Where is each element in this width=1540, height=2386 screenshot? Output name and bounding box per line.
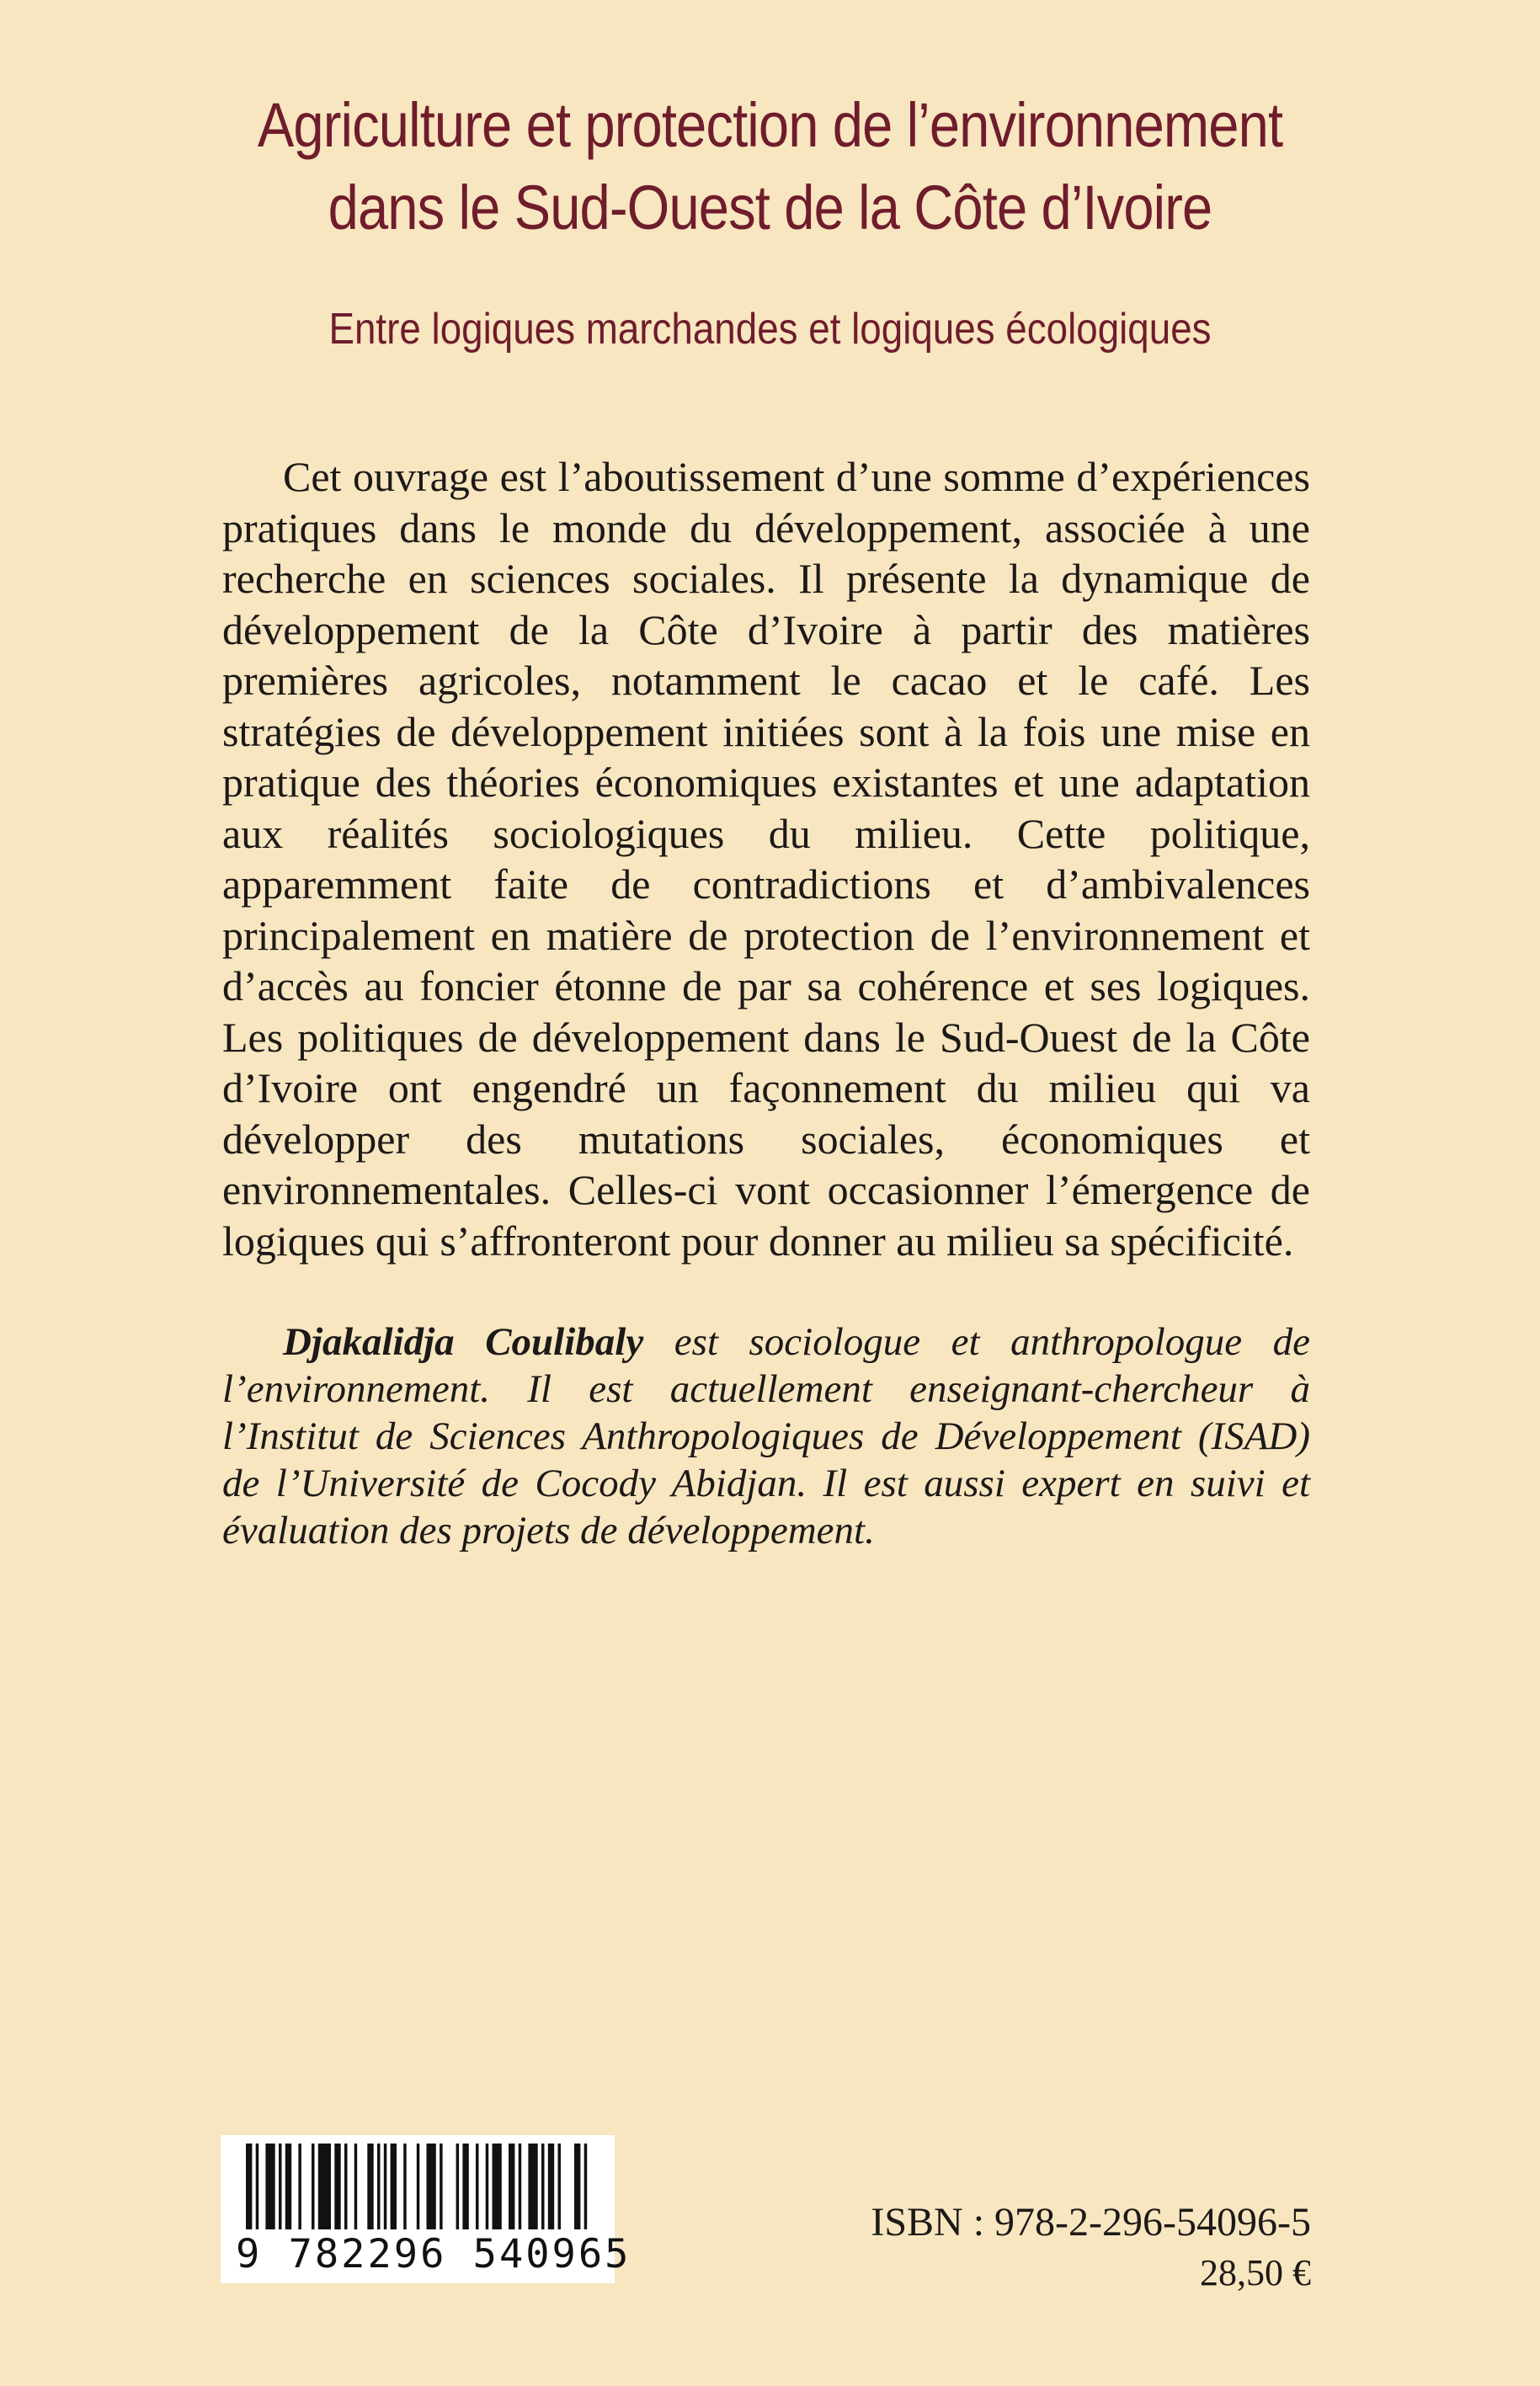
barcode-digits: 9 782296 540965 [236,2231,631,2277]
barcode-bar [427,2144,436,2229]
barcode-bar [377,2144,381,2229]
book-title-line-2: dans le Sud-Ouest de la Côte d’Ivoire [328,173,1212,242]
barcode-bar [519,2144,522,2229]
barcode-bar [456,2144,460,2229]
author-bio [222,1318,1310,1554]
barcode-bar [256,2144,259,2229]
book-title-line-1: Agriculture et protection de l’environnement [257,90,1283,160]
barcode [221,2135,631,2283]
barcode-bar [548,2144,554,2229]
barcode-bar [298,2144,301,2229]
price: 28,50 € [1200,2252,1311,2293]
summary-text: Cet ouvrage est l’aboutissement d’une somme d’expériences pratiques dans le monde du développement, associée à une recherche en sciences sociales. Il présente la dynamique de développement de la Côte d’Ivoire à partir des matières premières agricoles, notamment le cacao et le café. Les stratégies de développement initiées sont à la fois une mise en pratique des théories économiques existantes et une adaptation aux réalités sociologiques du milieu. Cette politique, apparemment faite de contradictions et d’ambivalences principalement en matière de protection de l’environnement et d’accès au foncier étonne de par sa cohérence et ses logiques. Les politiques de développement dans le Sud-Ouest de la Côte d’Ivoire ont engendré un façonnement du milieu qui va développer des mutations sociales, économiques et environnementales. Celles-ci vont occasionner l’émergence de logiques qui s’affronteront pour donner au milieu sa spécificité. [222,453,1310,1265]
barcode-bar [493,2144,502,2229]
barcode-bar [476,2144,479,2229]
barcode-bar [279,2144,282,2229]
author-bio-text: est sociologue et anthropologue de l’environnement. Il est actuellement enseignant-chercheur à l’Institut de Sciences Anthropologiques de Développement (ISAD) de l’Université de Cocody Abidjan. Il est aussi expert en suivi et évaluation des projets de développement. [222,1320,1311,1552]
barcode-bar [334,2144,340,2229]
barcode-bar [541,2144,545,2229]
barcode-bar [318,2144,331,2229]
barcode-bar [384,2144,387,2229]
barcode-bars [242,2144,596,2229]
barcode-bar [265,2144,274,2229]
barcode-bar [574,2144,580,2229]
barcode-bar [246,2144,252,2229]
barcode-bar [584,2144,588,2229]
barcode-bar [403,2144,407,2229]
isbn: ISBN : 978-2-296-54096-5 [871,2200,1311,2245]
barcode-bar [312,2144,315,2229]
barcode-bar [285,2144,291,2229]
barcode-bar [417,2144,420,2229]
author-name: Djakalidja Coulibaly [283,1320,644,1364]
book-subtitle: Entre logiques marchandes et logiques écologiques [328,305,1212,354]
barcode-bar [344,2144,348,2229]
book-summary [222,451,1310,1266]
barcode-bar [509,2144,514,2229]
barcode-bar [462,2144,468,2229]
barcode-bar [486,2144,489,2229]
barcode-bar [367,2144,373,2229]
barcode-bar [391,2144,397,2229]
barcode-bar [440,2144,443,2229]
barcode-bar [528,2144,537,2229]
cover-title-block [0,84,1540,357]
barcode-bar [354,2144,358,2229]
barcode-bar [558,2144,562,2229]
